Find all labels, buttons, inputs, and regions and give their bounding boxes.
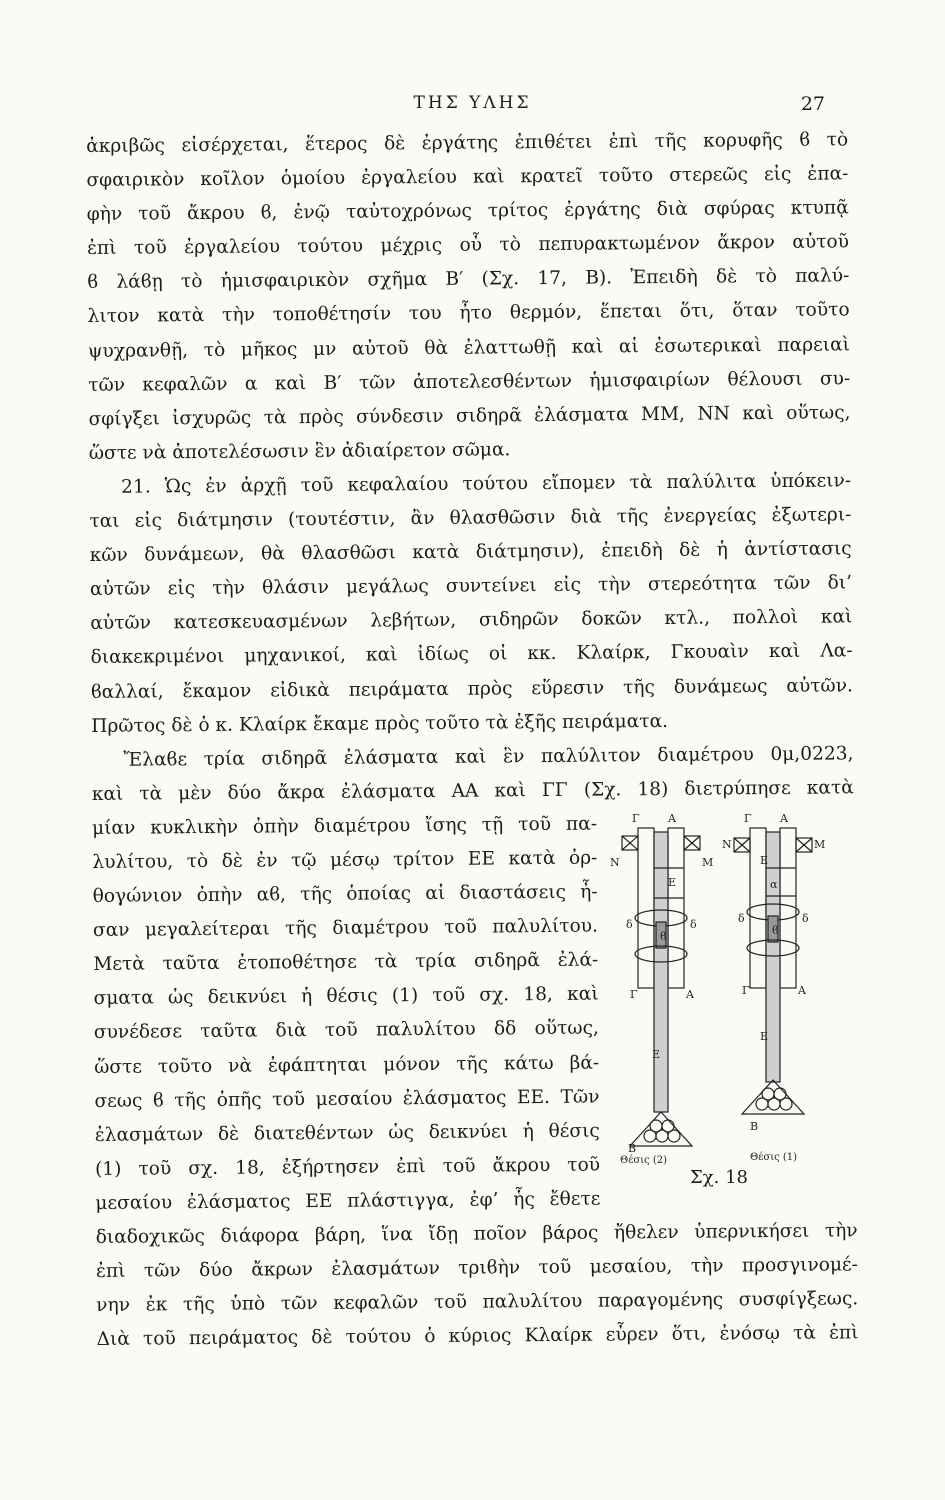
text-line: 21. Ὡς ἐν ἀρχῇ τοῦ κεφαλαίου τούτου εἴπομεν τὰ παλύλιτα ὑπόκειν-	[121, 470, 852, 498]
text-line: διαδοχικῶς διάφορα βάρη, ἵνα ἴδῃ ποῖον βάρος ἤθελεν ὑπερνικήσει τὴν	[95, 1220, 858, 1248]
text-line: ται εἰς διάτμησιν (τουτέστιν, ἂν θλασθῶσιν διὰ τῆς ἐνεργείας ἐξωτερι-	[89, 504, 852, 533]
text-line: ἐλασμάτων δὲ διατεθέντων ὡς δεικνύει ἡ θέσις	[94, 1120, 600, 1146]
svg-text:δ: δ	[626, 918, 633, 931]
text-line: ὥστε νὰ ἀποτελέσωσιν ἓν ἀδιαίρετον σῶμα.	[88, 439, 511, 464]
text-line: λυλίτου, τὸ δὲ ἐν τῷ μέσῳ τρίτον ΕΕ κατὰ ὀρ-	[92, 847, 598, 873]
svg-text:ϐ: ϐ	[772, 924, 779, 937]
plate-ee-right	[766, 832, 780, 1082]
text-line: Πρῶτος δὲ ὁ κ. Κλαίρκ ἔκαμε πρὸς τοῦτο τὰ ἑξῆς πειράματα.	[91, 710, 669, 737]
svg-text:Β: Β	[628, 1142, 637, 1155]
assembly-position-1	[722, 812, 825, 1133]
text-line: καὶ τὰ μὲν δύο ἄκρα ἐλάσματα ΑΑ καὶ ΓΓ (Σχ. 18) διετρύπησε κατὰ	[91, 777, 854, 805]
text-line: αὐτῶν κατεσκευασμένων λεβήτων, σιδηρῶν δοκῶν κτλ., πολλοὶ καὶ	[90, 606, 853, 635]
svg-text:δ: δ	[690, 918, 697, 931]
figure-caption: Σχ. 18	[690, 1167, 748, 1188]
position-2-label: Θέσις (2)	[620, 1155, 668, 1166]
text-line: σματα ὡς δεικνύει ἡ θέσις (1) τοῦ σχ. 18, καὶ	[93, 983, 599, 1010]
text-line: σφίγξει ἰσχυρῶς τὰ πρὸς σύνδεσιν σιδηρᾶ ἐλάσματα ΜΜ, ΝΝ καὶ οὕτως,	[88, 402, 851, 430]
text-line: ψυχρανθῇ, τὸ μῆκος μν αὐτοῦ θὰ ἐλαττωθῇ καὶ αἱ ἐσωτερικαὶ παρειαὶ	[87, 333, 850, 362]
svg-text:ϐ: ϐ	[660, 930, 667, 943]
page-number: 27	[800, 93, 825, 115]
svg-text:Γ: Γ	[630, 988, 638, 1001]
text-line: θογώνιον ὀπὴν αϐ, τῆς ὁποίας αἱ διαστάσεις ἦ-	[92, 881, 598, 908]
svg-text:α: α	[770, 878, 778, 891]
text-line: ἐπὶ τῶν δύο ἄκρων ἐλασμάτων τριϐὴν τοῦ μεσαίου, τὴν προσγινομέ-	[95, 1254, 859, 1283]
svg-text:δ: δ	[738, 912, 745, 925]
text-line: ϐ λάϐῃ τὸ ἡμισφαιρικὸν σχῆμα Β′ (Σχ. 17, Β). Ἐπειδὴ δὲ τὸ παλύ-	[87, 265, 850, 294]
figure-18	[600, 808, 850, 1193]
text-line: κῶν δυνάμεων, θὰ θλασθῶσι κατὰ διάτμησιν), ἐπειδὴ δὲ ἡ ἀντίστασις	[89, 538, 852, 567]
text-line: σφαιρικὸν κοῖλον ὁμοίου ἐργαλείου καὶ κρατεῖ τοῦτο στερεῶς εἰς ἐπα-	[86, 163, 849, 192]
svg-text:Γ: Γ	[742, 984, 750, 997]
svg-text:Μ: Μ	[702, 856, 714, 869]
text-line: συνέδεσε ταῦτα διὰ τοῦ παλυλίτου δδ οὕτως,	[93, 1017, 599, 1044]
text-line: ὥστε τοῦτο νὰ ἐφάπτηται μόνον τῆς κάτω βά-	[94, 1052, 600, 1078]
svg-text:Ε: Ε	[652, 1048, 661, 1061]
text-line: Μετὰ ταῦτα ἐτοποθέτησε τὰ τρία σιδηρᾶ ἐλά-	[93, 949, 599, 976]
text-line: Ἔλαϐε τρία σιδηρᾶ ἐλάσματα καὶ ἓν παλύλιτον διαμέτρου 0μ,0223,	[123, 743, 854, 771]
svg-text:δ: δ	[802, 912, 809, 925]
svg-text:Α: Α	[686, 988, 694, 1001]
text-line: αὐτῶν εἰς τὴν θλάσιν μεγάλως συντείνει εἰς τὴν στερεότητα τῶν δι’	[89, 572, 853, 601]
text-line: ϐαλλαί, ἔκαμον εἰδικὰ πειράματα πρὸς εὕρεσιν τῆς δυνάμεως αὐτῶν.	[90, 674, 853, 703]
text-line: (1) τοῦ σχ. 18, ἐξήρτησεν ἐπὶ τοῦ ἄκρου τοῦ	[94, 1154, 601, 1180]
plate-joint-diagram	[600, 808, 850, 1168]
svg-text:Ν: Ν	[722, 838, 732, 851]
svg-text:Ε: Ε	[668, 876, 677, 889]
svg-text:Α: Α	[780, 812, 788, 825]
svg-text:Β: Β	[750, 1120, 759, 1133]
plate-aa-left	[668, 828, 684, 988]
text-line: τῶν κεφαλῶν α καὶ Β′ τῶν ἀποτελεσθέντων ἡμισφαιρίων θέλουσι συ-	[88, 367, 851, 396]
text-line: νην ἐκ τῆς ὑπὸ τῶν κεφαλῶν τοῦ παλυλίτου παραγομένης συσφίγξεως.	[96, 1288, 859, 1317]
text-line: λιτον κατὰ τὴν τοποθέτησίν του ἦτο θερμόν, ἕπεται ὅτι, ὅταν τοῦτο	[87, 299, 850, 328]
text-line: σαν μεγαλείτεραι τῆς διαμέτρου τοῦ παλυλίτου.	[92, 915, 599, 942]
svg-text:Α: Α	[798, 984, 806, 997]
svg-text:Γ: Γ	[632, 812, 640, 825]
text-line: Διὰ τοῦ πειράματος δὲ τούτου ὁ κύριος Κλαίρκ εὗρεν ὅτι, ἐνόσῳ τὰ ἐπὶ	[96, 1322, 859, 1351]
text-line: διακεκριμένοι μηχανικοί, καὶ ἰδίως οἱ κκ. Κλαίρκ, Γκουαὶν καὶ Λα-	[90, 640, 853, 669]
svg-text:Ε: Ε	[760, 1030, 769, 1043]
page-header	[0, 93, 945, 123]
svg-text:Α: Α	[668, 812, 676, 825]
svg-text:Ν: Ν	[610, 856, 620, 869]
plate-aa-right	[780, 828, 796, 988]
plate-ee-left	[654, 832, 668, 1112]
text-line: μίαν κυκλικὴν ὀπὴν διαμέτρου ἴσης τῇ τοῦ πα-	[92, 813, 598, 839]
plate-gg-left	[638, 828, 654, 988]
svg-text:Ε: Ε	[760, 854, 769, 867]
position-1-label: Θέσις (1)	[750, 1152, 798, 1163]
plate-gg-right	[750, 828, 769, 988]
svg-text:Γ: Γ	[744, 812, 752, 825]
text-line: ἀκριβῶς εἰσέρχεται, ἕτερος δὲ ἐργάτης ἐπιθέτει ἐπὶ τῆς κορυφῆς ϐ τὸ	[86, 129, 849, 157]
assembly-position-2	[610, 812, 713, 1155]
text-line: ἐπὶ τοῦ ἐργαλείου τούτου μέχρις οὗ τὸ πεπυρακτωμένον ἄκρον αὐτοῦ	[86, 231, 850, 260]
svg-text:Μ: Μ	[814, 838, 826, 851]
running-head: ΤΗΣ ΥΛΗΣ	[413, 93, 532, 113]
text-line: φὴν τοῦ ἄκρου ϐ, ἐνῷ ταὐτοχρόνως τρίτος ἐργάτης διὰ σφύρας κτυπᾷ	[86, 197, 849, 226]
text-line: σεως ϐ τῆς ὀπῆς τοῦ μεσαίου ἐλάσματος ΕΕ. Τῶν	[94, 1086, 600, 1112]
text-line: μεσαίου ἐλάσματος ΕΕ πλάστιγγα, ἐφ’ ἧς ἔθετε	[95, 1188, 601, 1214]
